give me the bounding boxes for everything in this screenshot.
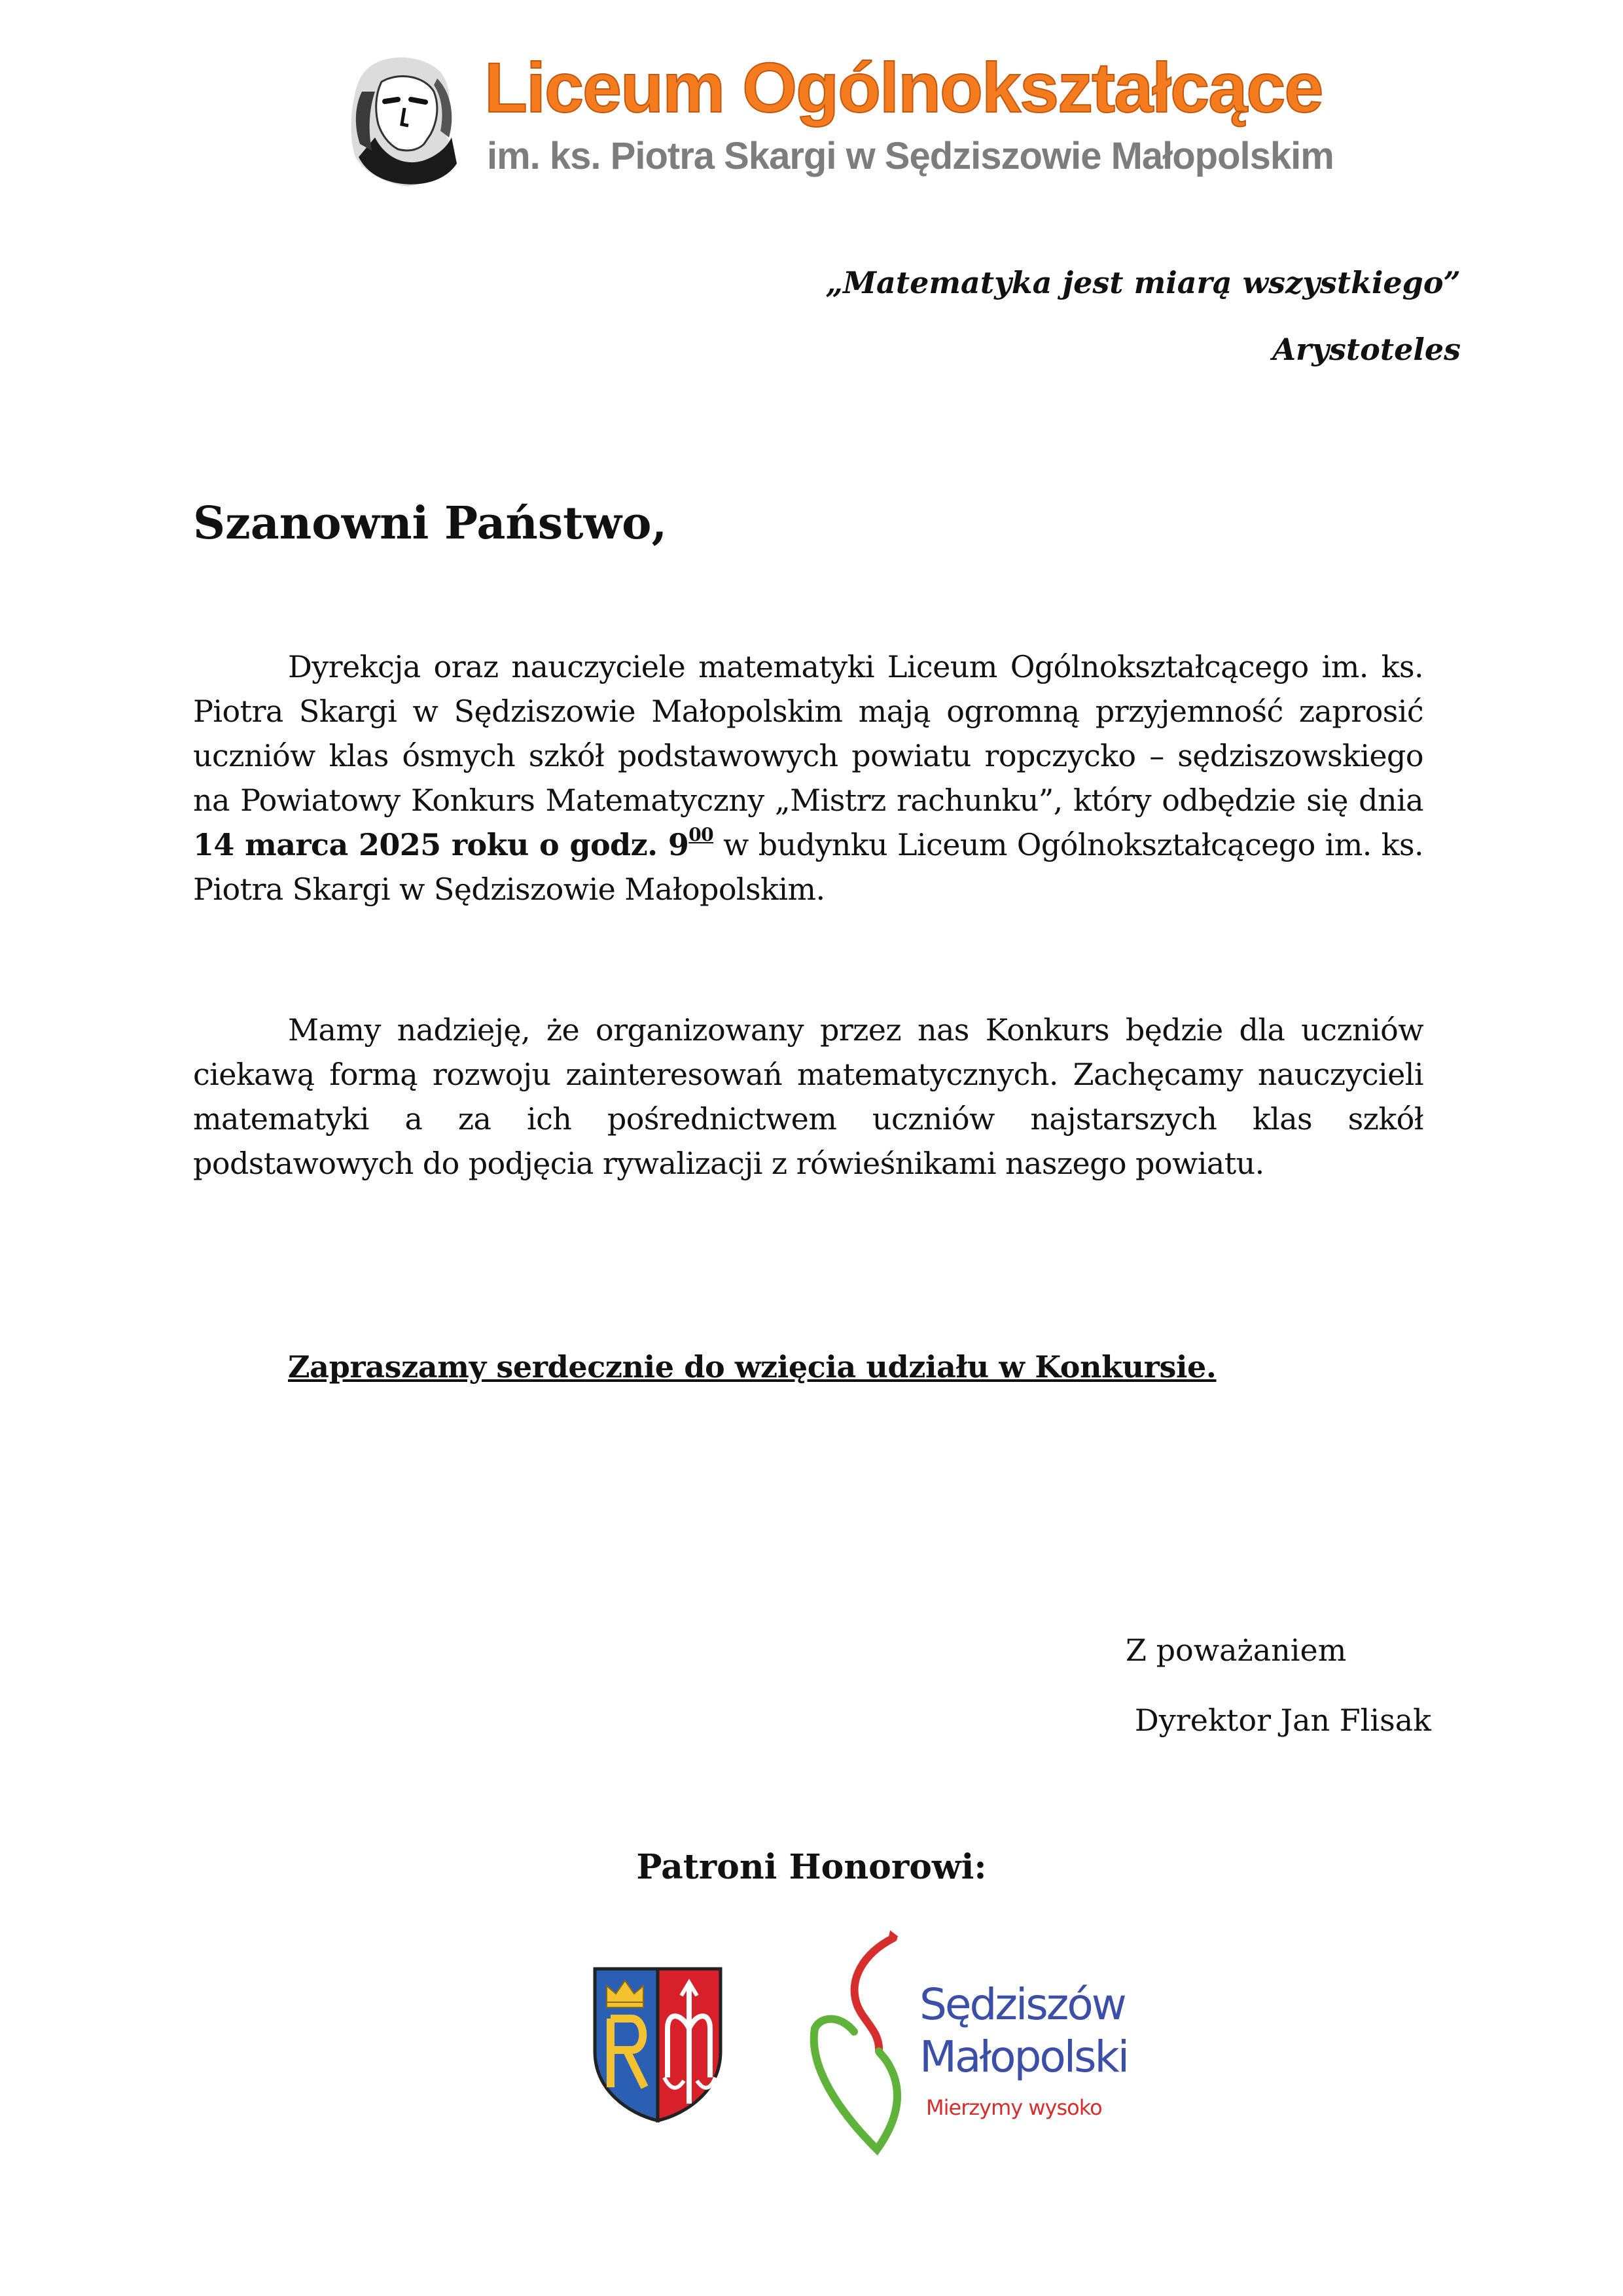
invitation-paragraph [193,645,1423,911]
school-name: Liceum Ogólnokształcące [484,48,1323,127]
patrons-heading: Patroni Honorowi: [636,1847,987,1887]
motto-author: Arystoteles [1272,332,1461,367]
paragraph-text-end: w budynku Liceum Ogólnokształcącego im. ks. Piotra Skargi w Sędziszowie Małopolskim. [193,827,1423,907]
event-date: 14 marca 2025 roku o godz. 9 [193,827,689,862]
city-logo-slogan: Mierzymy wysoko [926,2095,1102,2120]
coat-of-arms-icon [592,1966,723,2123]
city-logo [802,1917,1128,2163]
encouragement-paragraph: Mamy nadzieję, że organizowany przez nas Konkurs będzie dla uczniów ciekawą formą rozwoju zainteresowań matematycznych. Zachęcamy nauczycieli matematyki a za ich pośrednictwem uczniów najstarszych klas szkół podstawowych do podjęcia rywalizacji z rówieśnikami naszego powiatu. [193,1012,1423,1181]
school-subtitle: im. ks. Piotra Skargi w Sędziszowie Małopolskim [487,135,1334,177]
salutation: Szanowni Państwo, [193,497,668,550]
motto-quote: „Matematyka jest miarą wszystkiego” [825,265,1461,300]
event-time-minutes: 00 [688,824,714,845]
city-logo-name-line1: Sędziszów [919,1979,1125,2030]
invitation-closing: Zapraszamy serdecznie do wzięcia udziału w Konkursie. [288,1349,1217,1385]
signature: Dyrektor Jan Flisak [1134,1703,1431,1738]
paragraph-text: Dyrekcja oraz nauczyciele matematyki Liceum Ogólnokształcącego im. ks. Piotra Skargi w Sędziszowie Małopolskim mają ogromną przyjemność zaprosić uczniów klas ósmych szkół podstawowych powiatu ropczycko – sędziszowskiego na Powiatowy Konkurs Matematyczny „Mistrz rachunku”, który odbędzie się dnia [193,649,1423,818]
patron-portrait-icon [346,52,460,186]
letterhead [346,48,1334,196]
city-logo-name-line2: Małopolski [919,2032,1128,2082]
regards-text: Z poważaniem [1126,1633,1347,1668]
